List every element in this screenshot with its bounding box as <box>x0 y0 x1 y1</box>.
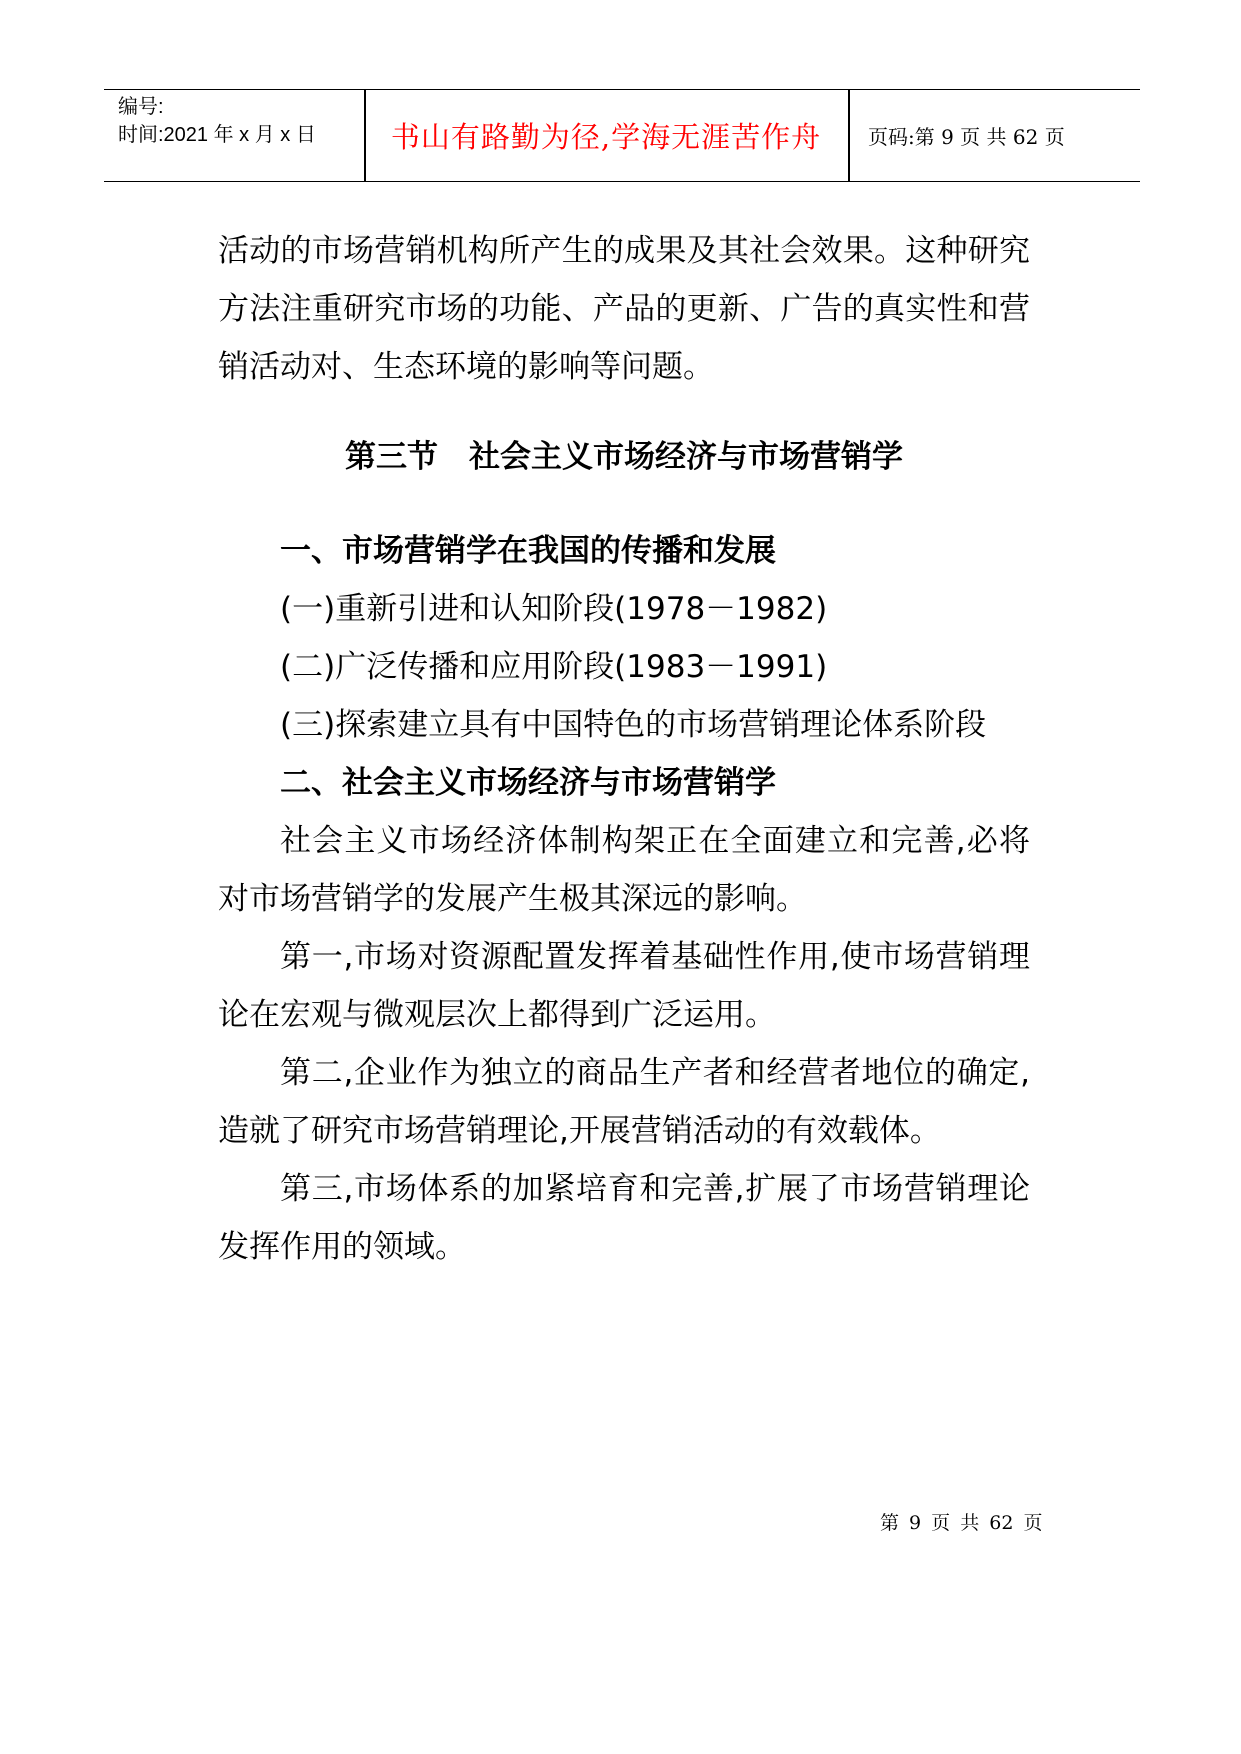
section-title: 第三节 社会主义市场经济与市场营销学 <box>345 439 903 475</box>
header-meta <box>118 93 316 149</box>
body-paragraph-4: 第三,市场体系的加紧培育和完善,扩展了市场营销理论发挥作用的领域。 <box>218 1171 1030 1265</box>
document-number-label: 编号: <box>118 96 164 118</box>
document-time-label: 时间:2021 年 x 月 x 日 <box>118 124 316 146</box>
body-paragraph-1: 社会主义市场经济体制构架正在全面建立和完善,必将对市场营销学的发展产生极其深远的影响。 <box>218 823 1030 917</box>
header-motto: 书山有路勤为径,学海无涯苦作舟 <box>390 120 822 154</box>
subheading-3: (三)探索建立具有中国特色的市场营销理论体系阶段 <box>280 707 987 743</box>
page-header <box>104 89 1140 182</box>
heading-1: 一、市场营销学在我国的传播和发展 <box>280 533 776 569</box>
heading-2: 二、社会主义市场经济与市场营销学 <box>280 765 776 801</box>
intro-paragraph: 活动的市场营销机构所产生的成果及其社会效果。这种研究方法注重研究市场的功能、产品的更新、广告的真实性和营销活动对、生态环境的影响等问题。 <box>218 233 1030 385</box>
header-divider <box>848 90 850 181</box>
document-body <box>218 222 1030 1276</box>
subheading-1: (一)重新引进和认知阶段(1978－1982) <box>280 591 828 627</box>
header-page-number: 页码:第 9 页 共 62 页 <box>868 125 1065 149</box>
body-paragraph-3: 第二,企业作为独立的商品生产者和经营者地位的确定,造就了研究市场营销理论,开展营销活动的有效载体。 <box>218 1055 1030 1149</box>
body-paragraph-2: 第一,市场对资源配置发挥着基础性作用,使市场营销理论在宏观与微观层次上都得到广泛运用。 <box>218 939 1030 1033</box>
page-footer: 第 9 页 共 62 页 <box>880 1512 1043 1534</box>
subheading-2: (二)广泛传播和应用阶段(1983－1991) <box>280 649 828 685</box>
